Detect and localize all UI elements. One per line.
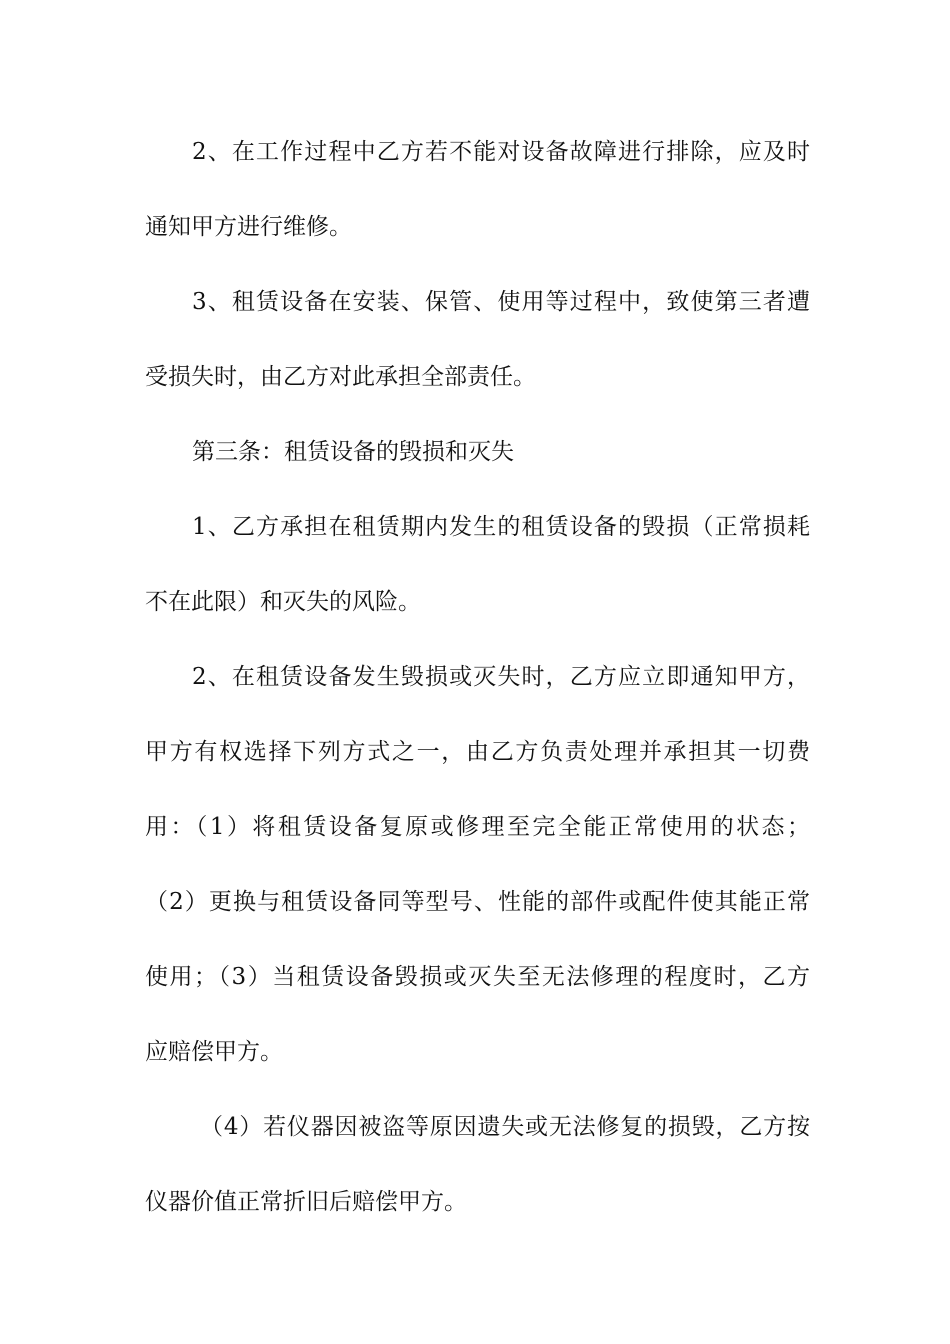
paragraph-line: 2、在租赁设备发生毁损或灭失时，乙方应立即通知甲方， (192, 664, 810, 690)
paragraph-line: （4）若仪器因被盗等原因遗失或无法修复的损毁，乙方按 (200, 1114, 810, 1140)
section-heading: 第三条：租赁设备的毁损和灭失 (192, 439, 514, 465)
paragraph-line: 受损失时，由乙方对此承担全部责任。 (145, 364, 536, 390)
paragraph-line: 用：（1）将租赁设备复原或修理至完全能正常使用的状态； (145, 814, 810, 840)
paragraph-line: 甲方有权选择下列方式之一，由乙方负责处理并承担其一切费 (145, 739, 810, 765)
paragraph-line: 3、租赁设备在安装、保管、使用等过程中，致使第三者遭 (192, 289, 810, 315)
paragraph-line: 2、在工作过程中乙方若不能对设备故障进行排除，应及时 (192, 139, 810, 165)
paragraph-line: 不在此限）和灭失的风险。 (145, 589, 421, 615)
paragraph-line: 1、乙方承担在租赁期内发生的租赁设备的毁损（正常损耗 (192, 514, 810, 540)
paragraph-line: 仪器价值正常折旧后赔偿甲方。 (145, 1189, 467, 1215)
paragraph-line: 通知甲方进行维修。 (145, 214, 352, 240)
paragraph-line: （2）更换与租赁设备同等型号、性能的部件或配件使其能正常 (145, 889, 810, 915)
paragraph-line: 应赔偿甲方。 (145, 1039, 283, 1065)
paragraph-line: 使用；（3）当租赁设备毁损或灭失至无法修理的程度时，乙方 (145, 964, 810, 990)
